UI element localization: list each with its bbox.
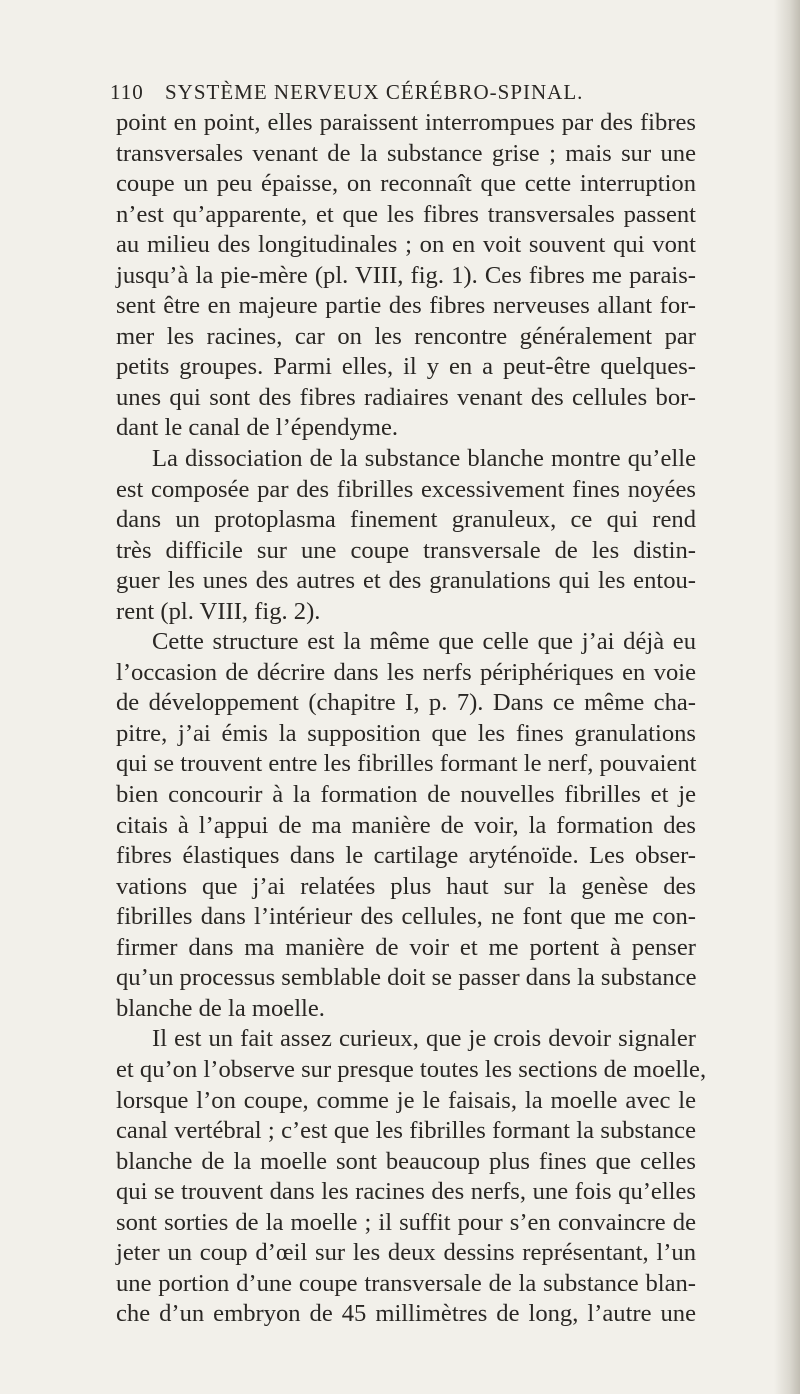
text-line: che d’un embryon de 45 millimètres de long, l’autre une — [116, 1300, 696, 1328]
text-line: transversales venant de la substance grise ; mais sur une — [116, 139, 696, 167]
page-edge-shadow — [774, 0, 800, 1394]
page-number: 110 — [110, 80, 144, 104]
text-line: coupe un peu épaisse, on reconnaît que cette interruption — [116, 170, 696, 198]
text-line: vations que j’ai relatées plus haut sur la genèse des — [116, 872, 696, 900]
text-line: jusqu’à la pie-mère (pl. VIII, fig. 1). Ces fibres me parais- — [116, 261, 696, 289]
text-line: guer les unes des autres et des granulations qui les entou- — [116, 567, 696, 595]
text-line: canal vertébral ; c’est que les fibrilles formant la substance — [116, 1117, 696, 1145]
text-line: fibrilles dans l’intérieur des cellules, ne font que me con- — [116, 903, 696, 931]
text-line: qui se trouvent entre les fibrilles formant le nerf, pouvaient — [116, 750, 697, 778]
text-line: est composée par des fibrilles excessivement fines noyées — [116, 475, 696, 503]
text-line: et qu’on l’observe sur presque toutes les sections de moelle, — [116, 1055, 707, 1083]
text-line: petits groupes. Parmi elles, il y en a peut-être quelques- — [116, 353, 696, 381]
text-line: mer les racines, car on les rencontre généralement par — [116, 322, 696, 350]
text-line: sont sorties de la moelle ; il suffit pour s’en convaincre de — [116, 1208, 696, 1236]
page-header — [110, 80, 620, 110]
text-line: pitre, j’ai émis la supposition que les fines granulations — [116, 719, 696, 747]
text-line: blanche de la moelle sont beaucoup plus fines que celles — [116, 1147, 696, 1175]
text-line: qui se trouvent dans les racines des nerfs, une fois qu’elles — [116, 1178, 696, 1206]
text-line: sent être en majeure partie des fibres nerveuses allant for- — [116, 292, 696, 320]
text-line: au milieu des longitudinales ; on en voit souvent qui vont — [116, 231, 696, 259]
text-line: n’est qu’apparente, et que les fibres transversales passent — [116, 200, 696, 228]
text-line: firmer dans ma manière de voir et me portent à penser — [116, 933, 696, 961]
text-line: citais à l’appui de ma manière de voir, la formation des — [116, 811, 696, 839]
text-line: unes qui sont des fibres radiaires venant des cellules bor- — [116, 383, 696, 411]
text-line: point en point, elles paraissent interrompues par des fibres — [116, 109, 696, 136]
text-line: dant le canal de l’épendyme. — [116, 414, 399, 442]
text-line: jeter un coup d’œil sur les deux dessins représentant, l’un — [116, 1239, 696, 1267]
paragraph-start-line: La dissociation de la substance blanche montre qu’elle — [152, 445, 696, 473]
paragraph-start-line: Cette structure est la même que celle que j’ai déjà eu — [152, 628, 696, 656]
text-line: très difficile sur une coupe transversale de les distin- — [116, 536, 696, 564]
text-line: rent (pl. VIII, fig. 2). — [116, 597, 321, 625]
text-line: qu’un processus semblable doit se passer dans la substance — [116, 964, 697, 992]
text-line: lorsque l’on coupe, comme je le faisais, la moelle avec le — [116, 1086, 696, 1114]
text-line: blanche de la moelle. — [116, 994, 325, 1022]
running-title: SYSTÈME NERVEUX CÉRÉBRO-SPINAL. — [165, 80, 584, 104]
paragraph-start-line: Il est un fait assez curieux, que je crois devoir signaler — [152, 1025, 696, 1053]
text-line: fibres élastiques dans le cartilage aryténoïde. Les obser- — [116, 842, 696, 870]
text-line: une portion d’une coupe transversale de la substance blan- — [116, 1269, 696, 1297]
text-line: dans un protoplasma finement granuleux, ce qui rend — [116, 506, 696, 534]
text-line: de développement (chapitre I, p. 7). Dans ce même cha- — [116, 689, 696, 717]
body-text — [116, 108, 707, 1330]
text-line: l’occasion de décrire dans les nerfs périphériques en voie — [116, 658, 696, 686]
text-line: bien concourir à la formation de nouvelles fibrilles et je — [116, 781, 696, 809]
